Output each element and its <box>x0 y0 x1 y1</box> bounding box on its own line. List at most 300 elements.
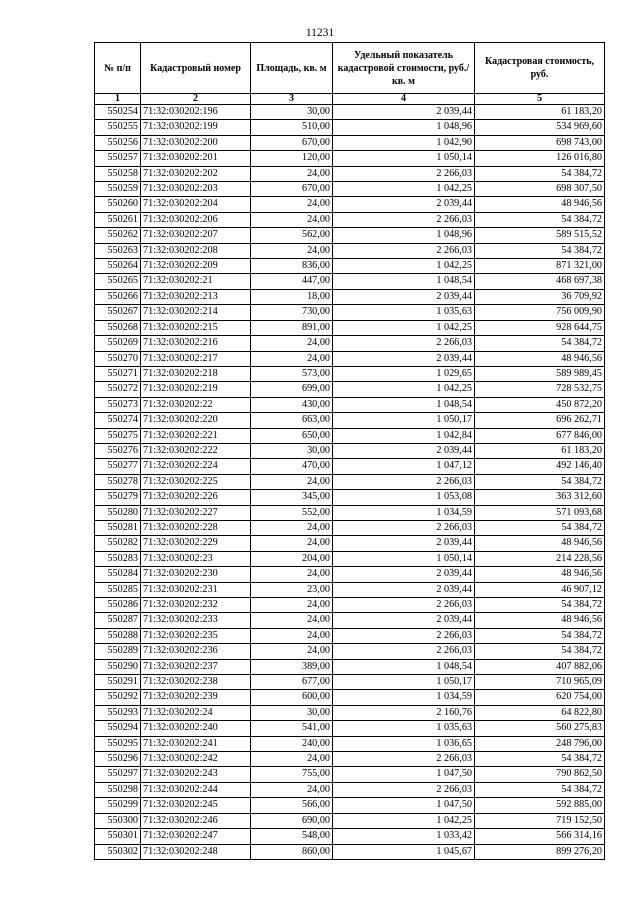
area-cell: 24,00 <box>251 567 333 582</box>
cadastral-value-cell: 571 093,68 <box>475 505 605 520</box>
unit-value-cell: 1 048,54 <box>333 274 475 289</box>
unit-value-cell: 2 039,44 <box>333 197 475 212</box>
unit-value-cell: 1 042,25 <box>333 182 475 197</box>
row-index-cell: 550276 <box>95 443 141 458</box>
cadastral-number-cell: 71:32:030202:21 <box>141 274 251 289</box>
table-row <box>95 182 605 197</box>
cadastral-number-cell: 71:32:030202:238 <box>141 675 251 690</box>
area-cell: 24,00 <box>251 520 333 535</box>
row-index-cell: 550283 <box>95 551 141 566</box>
row-index-cell: 550281 <box>95 520 141 535</box>
row-index-cell: 550259 <box>95 182 141 197</box>
row-index-cell: 550278 <box>95 474 141 489</box>
table-row <box>95 736 605 751</box>
cadastral-value-cell: 214 228,56 <box>475 551 605 566</box>
row-index-cell: 550291 <box>95 675 141 690</box>
unit-value-cell: 1 029,65 <box>333 366 475 381</box>
cadastral-value-cell: 54 384,72 <box>475 166 605 181</box>
cadastral-number-cell: 71:32:030202:236 <box>141 644 251 659</box>
cadastral-number-cell: 71:32:030202:203 <box>141 182 251 197</box>
cadastral-number-cell: 71:32:030202:245 <box>141 798 251 813</box>
cadastral-number-cell: 71:32:030202:215 <box>141 320 251 335</box>
cadastral-number-cell: 71:32:030202:239 <box>141 690 251 705</box>
cadastral-number-cell: 71:32:030202:213 <box>141 289 251 304</box>
unit-value-cell: 1 042,25 <box>333 259 475 274</box>
unit-value-cell: 1 035,63 <box>333 305 475 320</box>
cadastral-number-cell: 71:32:030202:224 <box>141 459 251 474</box>
table-row <box>95 259 605 274</box>
cadastral-value-cell: 48 946,56 <box>475 197 605 212</box>
table-row <box>95 598 605 613</box>
unit-value-cell: 1 050,14 <box>333 551 475 566</box>
cadastral-number-cell: 71:32:030202:200 <box>141 135 251 150</box>
table-row <box>95 428 605 443</box>
area-cell: 755,00 <box>251 767 333 782</box>
cadastral-value-cell: 450 872,20 <box>475 397 605 412</box>
table-row <box>95 120 605 135</box>
table-row <box>95 752 605 767</box>
table-row <box>95 289 605 304</box>
area-cell: 240,00 <box>251 736 333 751</box>
area-cell: 860,00 <box>251 844 333 859</box>
cadastral-number-cell: 71:32:030202:243 <box>141 767 251 782</box>
area-cell: 552,00 <box>251 505 333 520</box>
column-header-cadastral-value: Кадастровая стоимость, руб. <box>475 43 605 94</box>
cadastral-value-cell: 899 276,20 <box>475 844 605 859</box>
unit-value-cell: 2 266,03 <box>333 520 475 535</box>
cadastral-number-cell: 71:32:030202:230 <box>141 567 251 582</box>
cadastral-value-cell: 61 183,20 <box>475 443 605 458</box>
row-index-cell: 550263 <box>95 243 141 258</box>
table-row <box>95 228 605 243</box>
table-row <box>95 443 605 458</box>
column-header-unit-value: Удельный показатель кадастровой стоимости, руб./кв. м <box>333 43 475 94</box>
row-index-cell: 550282 <box>95 536 141 551</box>
row-index-cell: 550289 <box>95 644 141 659</box>
cadastral-value-cell: 48 946,56 <box>475 351 605 366</box>
cadastral-number-cell: 71:32:030202:227 <box>141 505 251 520</box>
table-row <box>95 459 605 474</box>
unit-value-cell: 1 047,50 <box>333 798 475 813</box>
unit-value-cell: 1 048,96 <box>333 228 475 243</box>
cadastral-value-cell: 54 384,72 <box>475 782 605 797</box>
cadastral-number-cell: 71:32:030202:22 <box>141 397 251 412</box>
unit-value-cell: 2 039,44 <box>333 443 475 458</box>
cadastral-number-cell: 71:32:030202:246 <box>141 813 251 828</box>
table-row <box>95 675 605 690</box>
unit-value-cell: 2 266,03 <box>333 212 475 227</box>
unit-value-cell: 1 047,50 <box>333 767 475 782</box>
column-header-cadastral-number: Кадастровый номер <box>141 43 251 94</box>
area-cell: 24,00 <box>251 351 333 366</box>
area-cell: 30,00 <box>251 105 333 120</box>
cadastral-value-cell: 54 384,72 <box>475 598 605 613</box>
row-index-cell: 550256 <box>95 135 141 150</box>
cadastral-value-cell: 592 885,00 <box>475 798 605 813</box>
table-row <box>95 382 605 397</box>
cadastral-value-cell: 54 384,72 <box>475 520 605 535</box>
cadastral-value-cell: 560 275,83 <box>475 721 605 736</box>
table-row <box>95 567 605 582</box>
area-cell: 18,00 <box>251 289 333 304</box>
area-cell: 24,00 <box>251 243 333 258</box>
area-cell: 447,00 <box>251 274 333 289</box>
area-cell: 24,00 <box>251 336 333 351</box>
cadastral-number-cell: 71:32:030202:217 <box>141 351 251 366</box>
table-row <box>95 413 605 428</box>
table-row <box>95 105 605 120</box>
column-number: 5 <box>475 94 605 105</box>
unit-value-cell: 2 266,03 <box>333 598 475 613</box>
area-cell: 30,00 <box>251 443 333 458</box>
cadastral-value-cell: 928 644,75 <box>475 320 605 335</box>
unit-value-cell: 1 050,17 <box>333 413 475 428</box>
area-cell: 24,00 <box>251 644 333 659</box>
table-row <box>95 782 605 797</box>
table-row <box>95 520 605 535</box>
row-index-cell: 550258 <box>95 166 141 181</box>
table-row <box>95 659 605 674</box>
table-row <box>95 551 605 566</box>
area-cell: 24,00 <box>251 598 333 613</box>
row-index-cell: 550284 <box>95 567 141 582</box>
table-row <box>95 490 605 505</box>
column-number: 1 <box>95 94 141 105</box>
area-cell: 24,00 <box>251 613 333 628</box>
cadastral-number-cell: 71:32:030202:201 <box>141 151 251 166</box>
table-body <box>95 105 605 860</box>
row-index-cell: 550260 <box>95 197 141 212</box>
area-cell: 600,00 <box>251 690 333 705</box>
table-row <box>95 813 605 828</box>
row-index-cell: 550266 <box>95 289 141 304</box>
cadastral-number-cell: 71:32:030202:214 <box>141 305 251 320</box>
area-cell: 510,00 <box>251 120 333 135</box>
unit-value-cell: 2 266,03 <box>333 336 475 351</box>
area-cell: 690,00 <box>251 813 333 828</box>
cadastral-value-cell: 54 384,72 <box>475 644 605 659</box>
cadastral-number-cell: 71:32:030202:241 <box>141 736 251 751</box>
table-row <box>95 690 605 705</box>
table-row <box>95 474 605 489</box>
row-index-cell: 550292 <box>95 690 141 705</box>
cadastral-value-cell: 54 384,72 <box>475 243 605 258</box>
cadastral-number-cell: 71:32:030202:231 <box>141 582 251 597</box>
unit-value-cell: 1 034,59 <box>333 505 475 520</box>
cadastral-value-cell: 790 862,50 <box>475 767 605 782</box>
cadastral-value-cell: 566 314,16 <box>475 829 605 844</box>
area-cell: 470,00 <box>251 459 333 474</box>
cadastral-value-table <box>94 42 605 860</box>
unit-value-cell: 1 042,25 <box>333 320 475 335</box>
cadastral-value-cell: 407 882,06 <box>475 659 605 674</box>
cadastral-number-cell: 71:32:030202:222 <box>141 443 251 458</box>
unit-value-cell: 2 160,76 <box>333 705 475 720</box>
table-row <box>95 613 605 628</box>
unit-value-cell: 2 266,03 <box>333 166 475 181</box>
table-row <box>95 628 605 643</box>
cadastral-value-cell: 534 969,60 <box>475 120 605 135</box>
table-row <box>95 366 605 381</box>
row-index-cell: 550299 <box>95 798 141 813</box>
table-row <box>95 135 605 150</box>
area-cell: 430,00 <box>251 397 333 412</box>
table-row <box>95 351 605 366</box>
cadastral-value-cell: 871 321,00 <box>475 259 605 274</box>
row-index-cell: 550273 <box>95 397 141 412</box>
cadastral-number-cell: 71:32:030202:228 <box>141 520 251 535</box>
unit-value-cell: 2 039,44 <box>333 289 475 304</box>
cadastral-number-cell: 71:32:030202:244 <box>141 782 251 797</box>
cadastral-number-cell: 71:32:030202:229 <box>141 536 251 551</box>
area-cell: 730,00 <box>251 305 333 320</box>
unit-value-cell: 2 039,44 <box>333 567 475 582</box>
cadastral-number-cell: 71:32:030202:242 <box>141 752 251 767</box>
cadastral-number-cell: 71:32:030202:235 <box>141 628 251 643</box>
unit-value-cell: 2 266,03 <box>333 752 475 767</box>
row-index-cell: 550255 <box>95 120 141 135</box>
unit-value-cell: 1 042,90 <box>333 135 475 150</box>
table-row <box>95 844 605 859</box>
cadastral-value-cell: 589 515,52 <box>475 228 605 243</box>
cadastral-number-cell: 71:32:030202:240 <box>141 721 251 736</box>
table-header <box>95 43 605 105</box>
row-index-cell: 550274 <box>95 413 141 428</box>
table-row <box>95 705 605 720</box>
unit-value-cell: 1 047,12 <box>333 459 475 474</box>
cadastral-value-cell: 698 307,50 <box>475 182 605 197</box>
cadastral-value-cell: 48 946,56 <box>475 536 605 551</box>
unit-value-cell: 1 033,42 <box>333 829 475 844</box>
unit-value-cell: 2 039,44 <box>333 582 475 597</box>
row-index-cell: 550294 <box>95 721 141 736</box>
row-index-cell: 550261 <box>95 212 141 227</box>
cadastral-number-cell: 71:32:030202:247 <box>141 829 251 844</box>
column-header-index: № п/п <box>95 43 141 94</box>
area-cell: 541,00 <box>251 721 333 736</box>
cadastral-number-cell: 71:32:030202:226 <box>141 490 251 505</box>
area-cell: 204,00 <box>251 551 333 566</box>
row-index-cell: 550293 <box>95 705 141 720</box>
cadastral-value-cell: 248 796,00 <box>475 736 605 751</box>
row-index-cell: 550300 <box>95 813 141 828</box>
row-index-cell: 550302 <box>95 844 141 859</box>
unit-value-cell: 1 048,54 <box>333 397 475 412</box>
cadastral-number-cell: 71:32:030202:218 <box>141 366 251 381</box>
cadastral-number-cell: 71:32:030202:219 <box>141 382 251 397</box>
row-index-cell: 550287 <box>95 613 141 628</box>
unit-value-cell: 2 266,03 <box>333 474 475 489</box>
cadastral-value-cell: 719 152,50 <box>475 813 605 828</box>
area-cell: 566,00 <box>251 798 333 813</box>
column-number: 2 <box>141 94 251 105</box>
cadastral-number-cell: 71:32:030202:202 <box>141 166 251 181</box>
cadastral-number-cell: 71:32:030202:221 <box>141 428 251 443</box>
table-row <box>95 166 605 181</box>
unit-value-cell: 1 042,25 <box>333 382 475 397</box>
row-index-cell: 550285 <box>95 582 141 597</box>
area-cell: 24,00 <box>251 474 333 489</box>
cadastral-number-cell: 71:32:030202:248 <box>141 844 251 859</box>
table-row <box>95 197 605 212</box>
cadastral-value-cell: 61 183,20 <box>475 105 605 120</box>
cadastral-number-cell: 71:32:030202:206 <box>141 212 251 227</box>
cadastral-number-cell: 71:32:030202:196 <box>141 105 251 120</box>
unit-value-cell: 2 266,03 <box>333 782 475 797</box>
unit-value-cell: 1 050,17 <box>333 675 475 690</box>
area-cell: 573,00 <box>251 366 333 381</box>
unit-value-cell: 2 266,03 <box>333 628 475 643</box>
area-cell: 120,00 <box>251 151 333 166</box>
cadastral-value-cell: 54 384,72 <box>475 336 605 351</box>
cadastral-value-cell: 54 384,72 <box>475 628 605 643</box>
row-index-cell: 550270 <box>95 351 141 366</box>
area-cell: 24,00 <box>251 536 333 551</box>
page-number: 11231 <box>305 27 335 39</box>
area-cell: 24,00 <box>251 166 333 181</box>
cadastral-value-cell: 54 384,72 <box>475 474 605 489</box>
row-index-cell: 550272 <box>95 382 141 397</box>
row-index-cell: 550280 <box>95 505 141 520</box>
unit-value-cell: 2 266,03 <box>333 644 475 659</box>
unit-value-cell: 1 048,96 <box>333 120 475 135</box>
row-index-cell: 550286 <box>95 598 141 613</box>
row-index-cell: 550277 <box>95 459 141 474</box>
unit-value-cell: 1 048,54 <box>333 659 475 674</box>
unit-value-cell: 2 039,44 <box>333 613 475 628</box>
unit-value-cell: 2 039,44 <box>333 105 475 120</box>
cadastral-number-cell: 71:32:030202:204 <box>141 197 251 212</box>
cadastral-value-cell: 698 743,00 <box>475 135 605 150</box>
area-cell: 677,00 <box>251 675 333 690</box>
cadastral-number-cell: 71:32:030202:232 <box>141 598 251 613</box>
cadastral-number-cell: 71:32:030202:208 <box>141 243 251 258</box>
cadastral-value-cell: 64 822,80 <box>475 705 605 720</box>
cadastral-value-cell: 710 965,09 <box>475 675 605 690</box>
cadastral-number-cell: 71:32:030202:233 <box>141 613 251 628</box>
table-row <box>95 397 605 412</box>
table-row <box>95 505 605 520</box>
area-cell: 548,00 <box>251 829 333 844</box>
cadastral-number-cell: 71:32:030202:220 <box>141 413 251 428</box>
table-row <box>95 767 605 782</box>
cadastral-value-cell: 677 846,00 <box>475 428 605 443</box>
row-index-cell: 550267 <box>95 305 141 320</box>
area-cell: 670,00 <box>251 182 333 197</box>
cadastral-number-cell: 71:32:030202:209 <box>141 259 251 274</box>
area-cell: 389,00 <box>251 659 333 674</box>
area-cell: 23,00 <box>251 582 333 597</box>
row-index-cell: 550290 <box>95 659 141 674</box>
table-row <box>95 829 605 844</box>
table-row <box>95 798 605 813</box>
area-cell: 30,00 <box>251 705 333 720</box>
cadastral-value-cell: 756 009,90 <box>475 305 605 320</box>
cadastral-value-cell: 468 697,38 <box>475 274 605 289</box>
unit-value-cell: 1 036,65 <box>333 736 475 751</box>
row-index-cell: 550269 <box>95 336 141 351</box>
row-index-cell: 550268 <box>95 320 141 335</box>
table-row <box>95 336 605 351</box>
cadastral-value-cell: 48 946,56 <box>475 567 605 582</box>
column-header-area: Площадь, кв. м <box>251 43 333 94</box>
area-cell: 24,00 <box>251 212 333 227</box>
cadastral-value-cell: 589 989,45 <box>475 366 605 381</box>
cadastral-value-cell: 492 146,40 <box>475 459 605 474</box>
column-number-row <box>95 94 605 105</box>
row-index-cell: 550295 <box>95 736 141 751</box>
column-number: 4 <box>333 94 475 105</box>
row-index-cell: 550301 <box>95 829 141 844</box>
unit-value-cell: 2 039,44 <box>333 351 475 366</box>
cadastral-value-cell: 48 946,56 <box>475 613 605 628</box>
table-row <box>95 212 605 227</box>
row-index-cell: 550265 <box>95 274 141 289</box>
area-cell: 663,00 <box>251 413 333 428</box>
row-index-cell: 550275 <box>95 428 141 443</box>
table-row <box>95 644 605 659</box>
cadastral-number-cell: 71:32:030202:216 <box>141 336 251 351</box>
unit-value-cell: 1 053,08 <box>333 490 475 505</box>
cadastral-value-cell: 126 016,80 <box>475 151 605 166</box>
cadastral-number-cell: 71:32:030202:225 <box>141 474 251 489</box>
unit-value-cell: 2 266,03 <box>333 243 475 258</box>
area-cell: 699,00 <box>251 382 333 397</box>
row-index-cell: 550296 <box>95 752 141 767</box>
row-index-cell: 550271 <box>95 366 141 381</box>
unit-value-cell: 1 042,84 <box>333 428 475 443</box>
row-index-cell: 550279 <box>95 490 141 505</box>
area-cell: 670,00 <box>251 135 333 150</box>
area-cell: 836,00 <box>251 259 333 274</box>
table-row <box>95 305 605 320</box>
cadastral-number-cell: 71:32:030202:23 <box>141 551 251 566</box>
unit-value-cell: 1 045,67 <box>333 844 475 859</box>
cadastral-number-cell: 71:32:030202:199 <box>141 120 251 135</box>
area-cell: 24,00 <box>251 782 333 797</box>
table-row <box>95 320 605 335</box>
cadastral-value-cell: 54 384,72 <box>475 752 605 767</box>
area-cell: 24,00 <box>251 197 333 212</box>
cadastral-number-cell: 71:32:030202:207 <box>141 228 251 243</box>
table-row <box>95 274 605 289</box>
cadastral-value-cell: 54 384,72 <box>475 212 605 227</box>
cadastral-value-cell: 728 532,75 <box>475 382 605 397</box>
cadastral-number-cell: 71:32:030202:237 <box>141 659 251 674</box>
row-index-cell: 550264 <box>95 259 141 274</box>
cadastral-value-cell: 363 312,60 <box>475 490 605 505</box>
unit-value-cell: 1 042,25 <box>333 813 475 828</box>
unit-value-cell: 1 035,63 <box>333 721 475 736</box>
table-row <box>95 721 605 736</box>
table-row <box>95 151 605 166</box>
row-index-cell: 550257 <box>95 151 141 166</box>
row-index-cell: 550297 <box>95 767 141 782</box>
cadastral-value-cell: 46 907,12 <box>475 582 605 597</box>
cadastral-value-cell: 696 262,71 <box>475 413 605 428</box>
header-row <box>95 43 605 94</box>
table-row <box>95 536 605 551</box>
cadastral-value-cell: 620 754,00 <box>475 690 605 705</box>
area-cell: 562,00 <box>251 228 333 243</box>
row-index-cell: 550288 <box>95 628 141 643</box>
row-index-cell: 550262 <box>95 228 141 243</box>
row-index-cell: 550254 <box>95 105 141 120</box>
unit-value-cell: 1 050,14 <box>333 151 475 166</box>
unit-value-cell: 2 039,44 <box>333 536 475 551</box>
table-row <box>95 582 605 597</box>
cadastral-number-cell: 71:32:030202:24 <box>141 705 251 720</box>
